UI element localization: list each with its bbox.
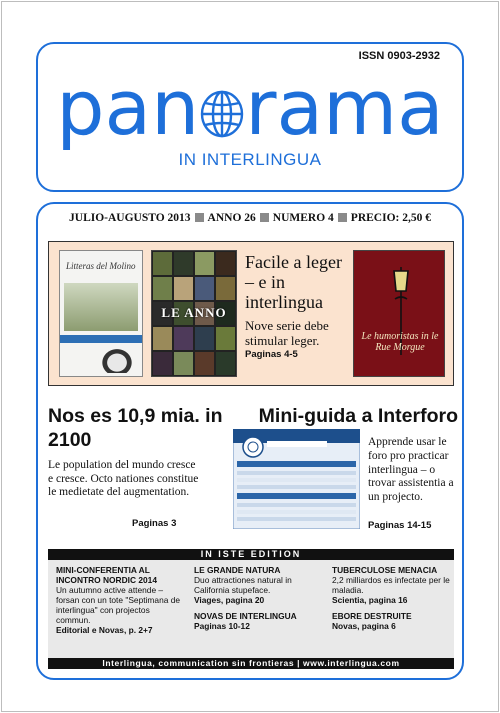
- separator-square-icon: [338, 213, 347, 222]
- miniguide-pages: Paginas 14-15: [368, 520, 432, 531]
- population-headline: Nos es 10,9 mia. in 2100: [48, 405, 223, 451]
- issue-year: ANNO 26: [207, 212, 256, 224]
- issue-date: JULIO-AUGUSTO 2013: [69, 212, 191, 224]
- feature-box: [48, 241, 454, 386]
- book2-title: LE ANNO: [161, 305, 227, 320]
- issn: ISSN 0903-2932: [358, 50, 440, 62]
- logo-left: pan: [56, 63, 200, 152]
- toc-item-heading: NOVAS DE INTERLINGUA: [194, 611, 297, 621]
- issue-line: [38, 212, 462, 224]
- masthead-subtitle: IN INTERLINGUA: [178, 150, 322, 169]
- toc-column-2: [194, 565, 324, 631]
- separator-square-icon: [195, 213, 204, 222]
- toc-item-heading: LE GRANDE NATURA: [194, 565, 281, 575]
- toc-item-ref: Novas, pagina 6: [332, 621, 396, 631]
- miniguide-headline: Mini-guida a Interforo: [258, 405, 458, 427]
- toc-item-body: Un autumno active attende – forsan con un tote "Septimana de interlingua" con projectos commun.: [56, 585, 181, 625]
- book3-title: Le humoristas in le Rue Morgue: [361, 331, 439, 353]
- toc-column-1: [56, 565, 186, 635]
- book-cover-le-anno: [151, 250, 237, 377]
- toc-item-ref: Editorial e Novas, p. 2+7: [56, 625, 153, 635]
- book1-illustration: [64, 283, 138, 331]
- feature-pages: Paginas 4-5: [245, 349, 298, 360]
- separator-square-icon: [260, 213, 269, 222]
- logo: [38, 63, 462, 152]
- toc-item-ref: Paginas 10-12: [194, 621, 250, 631]
- masthead: [36, 42, 464, 192]
- feature-headline: Facile a leger – e in interlingua: [245, 252, 342, 312]
- content-frame: [36, 202, 464, 680]
- population-body: Le population del mundo cresce e cresce. Octo nationes constitue le medietate del augmentation.: [48, 459, 199, 498]
- book1-band: [60, 335, 142, 343]
- feature-deck: Nove serie debe stimular leger.: [245, 318, 329, 348]
- feature-text: [245, 252, 349, 360]
- toc-item-ref: Scientia, pagina 16: [332, 595, 408, 605]
- book1-animal-image: [100, 347, 134, 373]
- toc-box: [48, 549, 454, 669]
- book-cover-rue-morgue: [353, 250, 445, 377]
- issue-number: NUMERO 4: [272, 212, 334, 224]
- miniguide-body: Apprende usar le foro pro practicar interlingua – o trovar assistentia a un projecto.: [368, 436, 454, 504]
- book1-title: Litteras del Molino: [66, 261, 136, 271]
- toc-item-heading: MINI-CONFERENTIA AL INCONTRO NORDIC 2014: [56, 565, 157, 585]
- book3-subtitle-strip: [358, 359, 442, 364]
- globe-icon: [199, 84, 245, 140]
- book-cover-litteras: [59, 250, 143, 377]
- toc-item-heading: TUBERCULOSE MENACIA: [332, 565, 438, 575]
- toc-title: IN ISTE EDITION: [48, 549, 454, 560]
- forum-screenshot: [233, 429, 360, 529]
- issue-price: PRECIO: 2,50 €: [350, 212, 431, 224]
- toc-column-3: [332, 565, 450, 631]
- logo-right: rama: [245, 63, 444, 152]
- toc-item-body: Duo attractiones natural in California stupefacе.: [194, 575, 292, 595]
- toc-item-heading: EBORE DESTRUITE: [332, 611, 412, 621]
- toc-footer: Interlingua, communication sin frontieras | www.interlingua.com: [48, 658, 454, 669]
- toc-item-ref: Viages, pagina 20: [194, 595, 265, 605]
- toc-item-body: 2,2 milliardos es infectate per le maladia.: [332, 575, 450, 595]
- population-pages: Paginas 3: [132, 518, 177, 529]
